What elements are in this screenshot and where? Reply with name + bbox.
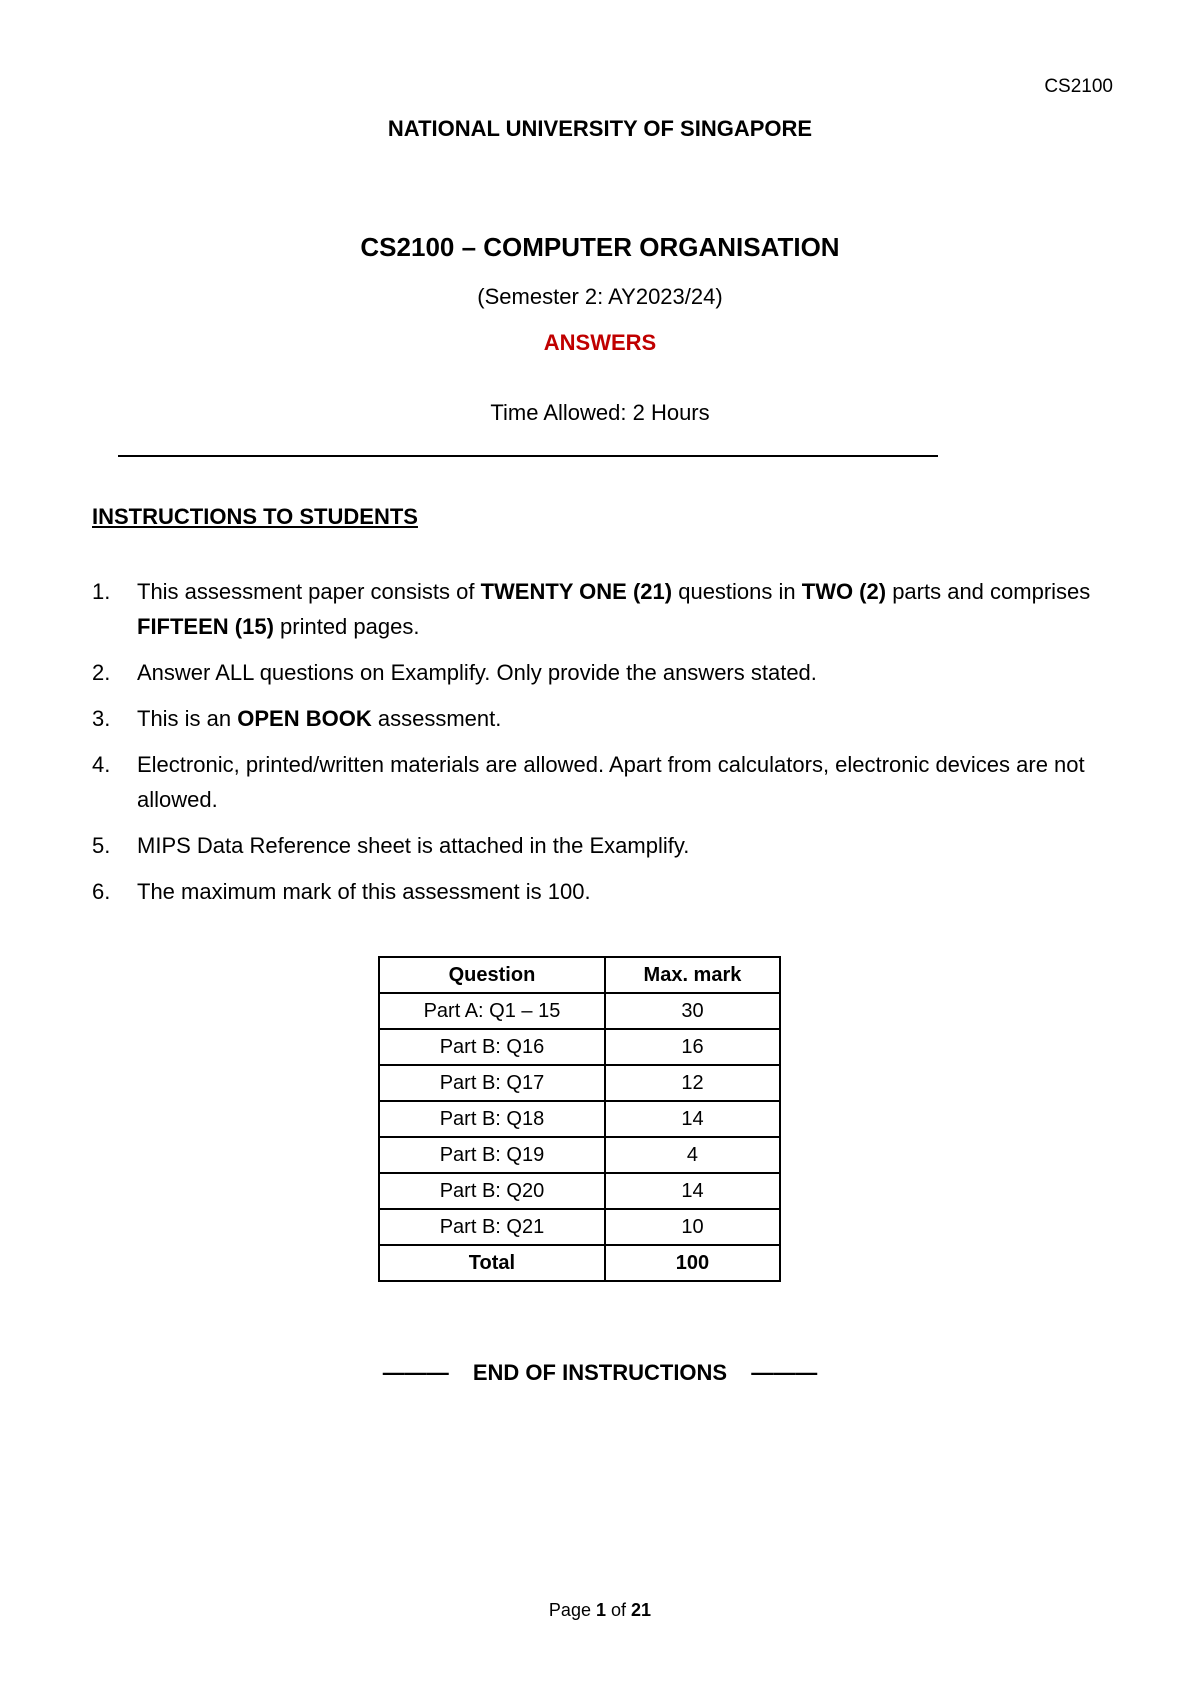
- table-total-row: [379, 1245, 780, 1281]
- table-cell-question: Part B: Q16: [379, 1029, 605, 1065]
- table-header-max-mark: Max. mark: [605, 957, 780, 993]
- table-cell-question: Part B: Q21: [379, 1209, 605, 1245]
- table-cell-max-mark: 30: [605, 993, 780, 1029]
- table-cell-max-mark: 16: [605, 1029, 780, 1065]
- instruction-number: 3.: [92, 706, 111, 731]
- end-of-instructions: [0, 1360, 1200, 1386]
- semester-label: (Semester 2: AY2023/24): [477, 284, 723, 309]
- instruction-number: 1.: [92, 579, 111, 604]
- instruction-text: This is an: [137, 706, 238, 731]
- instruction-number: 5.: [92, 833, 111, 858]
- instruction-text: assessment.: [371, 706, 502, 731]
- table-cell-question: Part B: Q17: [379, 1065, 605, 1101]
- instruction-text: Electronic, printed/written materials are allowed. Apart from calculators, electronic devices are not allowed.: [137, 752, 1085, 812]
- table-cell-max-mark: 12: [605, 1065, 780, 1101]
- instructions-list: [92, 574, 1122, 920]
- instructions-heading: INSTRUCTIONS TO STUDENTS: [92, 504, 418, 529]
- instruction-text: The maximum mark of this assessment is 100.: [137, 879, 591, 904]
- table-cell-question: Part B: Q18: [379, 1101, 605, 1137]
- table-row: [379, 1137, 780, 1173]
- table-row: [379, 1065, 780, 1101]
- footer-page-word: Page: [548, 1600, 591, 1620]
- instruction-item: [92, 655, 1122, 690]
- table-cell-question: Part A: Q1 – 15: [379, 993, 605, 1029]
- instruction-text: questions in: [672, 579, 802, 604]
- instruction-text: printed pages.: [273, 614, 420, 639]
- instruction-emphasis: FIFTEEN (15): [137, 614, 274, 639]
- table-row: [379, 993, 780, 1029]
- table-cell-max-mark: 14: [605, 1101, 780, 1137]
- instruction-item: [92, 574, 1122, 644]
- marks-table: [378, 956, 781, 1282]
- instruction-emphasis: TWENTY ONE (21): [480, 579, 673, 604]
- instruction-text: Answer ALL questions on Examplify. Only provide the answers stated.: [137, 660, 817, 685]
- end-dashes-left: ———: [382, 1360, 449, 1385]
- time-allowed: Time Allowed: 2 Hours: [490, 400, 710, 425]
- table-cell-question: Part B: Q20: [379, 1173, 605, 1209]
- instruction-emphasis: TWO (2): [801, 579, 887, 604]
- footer-of-word: of: [611, 1600, 627, 1620]
- table-header-row: [379, 957, 780, 993]
- instruction-number: 6.: [92, 879, 111, 904]
- horizontal-rule: [118, 455, 938, 457]
- end-label: END OF INSTRUCTIONS: [472, 1360, 728, 1385]
- table-cell-max-mark: 14: [605, 1173, 780, 1209]
- answers-label: ANSWERS: [543, 330, 657, 355]
- instruction-text: parts and comprises: [886, 579, 1091, 604]
- table-row: [379, 1101, 780, 1137]
- table-cell-max-mark: 10: [605, 1209, 780, 1245]
- table-row: [379, 1029, 780, 1065]
- footer-page-current: 1: [595, 1600, 606, 1620]
- header-course-code: CS2100: [1044, 76, 1113, 97]
- instruction-item: [92, 828, 1122, 863]
- total-label: Total: [379, 1245, 605, 1281]
- instruction-item: [92, 701, 1122, 736]
- instruction-emphasis: OPEN BOOK: [237, 706, 372, 731]
- table-row: [379, 1209, 780, 1245]
- university-name: NATIONAL UNIVERSITY OF SINGAPORE: [387, 116, 813, 141]
- footer-page-total: 21: [631, 1600, 652, 1620]
- instruction-item: [92, 874, 1122, 909]
- table-cell-max-mark: 4: [605, 1137, 780, 1173]
- table-cell-question: Part B: Q19: [379, 1137, 605, 1173]
- instruction-text: MIPS Data Reference sheet is attached in the Examplify.: [137, 833, 690, 858]
- table-header-question: Question: [379, 957, 605, 993]
- total-value: 100: [605, 1245, 780, 1281]
- table-row: [379, 1173, 780, 1209]
- end-dashes-right: ———: [751, 1360, 818, 1385]
- instruction-item: [92, 747, 1122, 817]
- instruction-text: This assessment paper consists of: [137, 579, 481, 604]
- instruction-number: 2.: [92, 660, 111, 685]
- instruction-number: 4.: [92, 752, 111, 777]
- page-footer: [0, 1600, 1200, 1621]
- course-title: CS2100 – COMPUTER ORGANISATION: [360, 232, 840, 262]
